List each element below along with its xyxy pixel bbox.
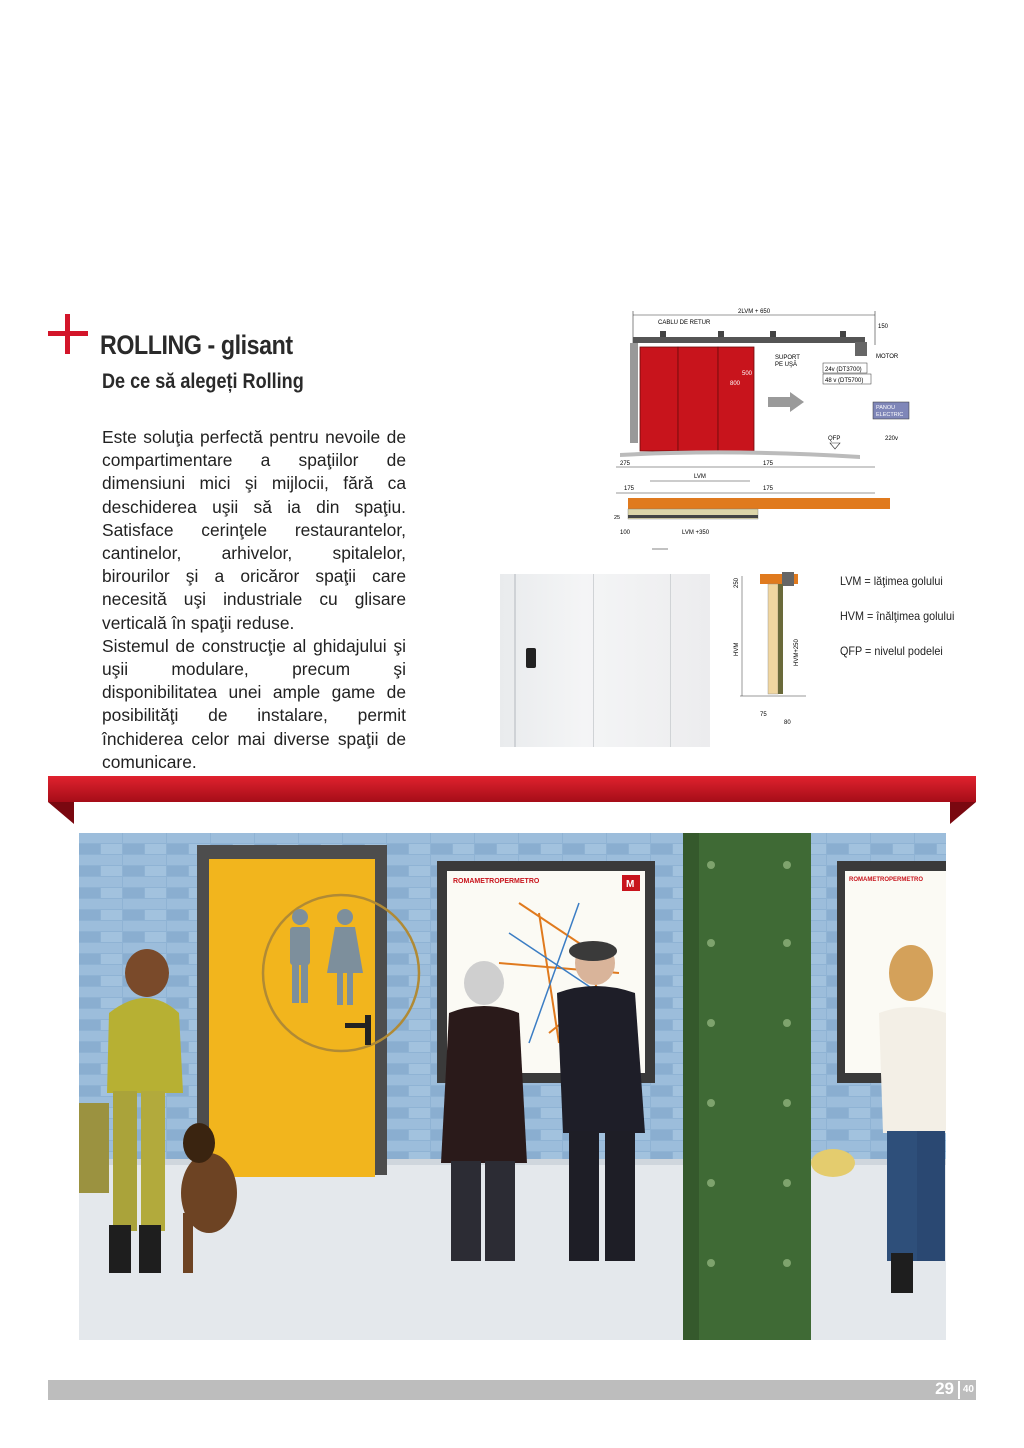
qfp-label: QFP [828, 436, 841, 442]
dim-175c-label: 175 [763, 486, 774, 492]
legend-qfp: QFP = nivelul podelei [840, 644, 943, 658]
door-panel-2 [678, 347, 718, 451]
page-total: 40 [962, 1384, 974, 1395]
dim-100-label: 100 [620, 530, 631, 536]
description-paragraph-2: Sistemul de construcţie al ghidajului şi uşii modulare, precum şi disponibilitatea unei ample game de posibilităţi de instalare, permit închiderea celor mai diverse spaţii de comunicare. [102, 635, 406, 772]
arrow-right-icon [768, 392, 804, 412]
page-number: 29 [935, 1379, 954, 1398]
description-text [102, 426, 406, 774]
subway-scene-photo [79, 833, 946, 1340]
metro-logo: M [626, 879, 635, 890]
dim-25-label: 25 [614, 515, 621, 521]
dim-175a-label: 175 [763, 461, 774, 467]
ribbon-banner [48, 776, 976, 826]
door-panel-1 [640, 347, 678, 451]
cable-label: CABLU DE RETUR [658, 320, 711, 326]
dim-top-label: 2LVM + 650 [738, 309, 771, 315]
dim-800-label: 800 [730, 381, 741, 387]
dim-250-label: 250 [734, 577, 740, 588]
footer-bar [48, 1380, 976, 1400]
legend-hvm: HVM = înălţimea golului [840, 609, 955, 623]
page-title: ROLLING - glisant [100, 330, 293, 360]
dim-80-label: 80 [784, 720, 791, 726]
panel-label-2: ELECTRIC [876, 412, 904, 418]
legend-lvm: LVM = lăţimea golului [840, 574, 943, 588]
volt220-label: 220v [885, 436, 899, 442]
dim-150-label: 150 [878, 324, 889, 330]
dim-175b-label: 175 [624, 486, 635, 492]
lvm350-label: LVM +350 [682, 530, 710, 536]
page-separator [958, 1381, 960, 1399]
dim-500-label: 500 [742, 371, 753, 377]
plan-rail-top [628, 498, 890, 509]
lvm-dim-label: LVM [694, 474, 706, 480]
volt48-label: 48 v (DT5700) [825, 378, 864, 384]
green-pillar [683, 833, 811, 1340]
door-handle-icon [526, 648, 536, 668]
hvm250-label: HVM+250 [794, 639, 800, 666]
page-subtitle: De ce să alegeți Rolling [102, 370, 304, 393]
door-panel-3 [718, 347, 754, 451]
motor-label: MOTOR [876, 354, 899, 360]
support-label-2: PE UŞĂ [775, 362, 798, 368]
dim-75-label: 75 [760, 712, 767, 718]
installation-diagram-top [610, 305, 920, 555]
map-title-right: ROMAMETROPERMETRO [849, 877, 923, 883]
support-label: SUPORT [775, 355, 800, 361]
map-title-left: ROMAMETROPERMETRO [453, 878, 540, 885]
door-panel-photo [500, 574, 710, 747]
plus-icon [46, 312, 90, 356]
yellow-door [209, 859, 375, 1177]
motor-shape [855, 342, 867, 356]
volt24-label: 24v (DT3700) [825, 367, 862, 373]
hvm-label: HVM [734, 642, 740, 656]
dim-275-label: 275 [620, 461, 631, 467]
description-paragraph-1: Este soluţia perfectă pentru nevoile de compartimentare a spaţiilor de dimensiuni mici şi mijlocii, fără ca deschiderea uşii să ia din spaţiu. Satisface cerinţele restaurantelor, cantinelor, arhivelor, spitalelor, birourilor şi a oricăror spaţii care necesită uşi industriale cu glisare verticală în spaţii reduse. [102, 427, 406, 633]
installation-diagram-side [728, 566, 818, 736]
panel-label-1: PANOU [876, 405, 896, 411]
